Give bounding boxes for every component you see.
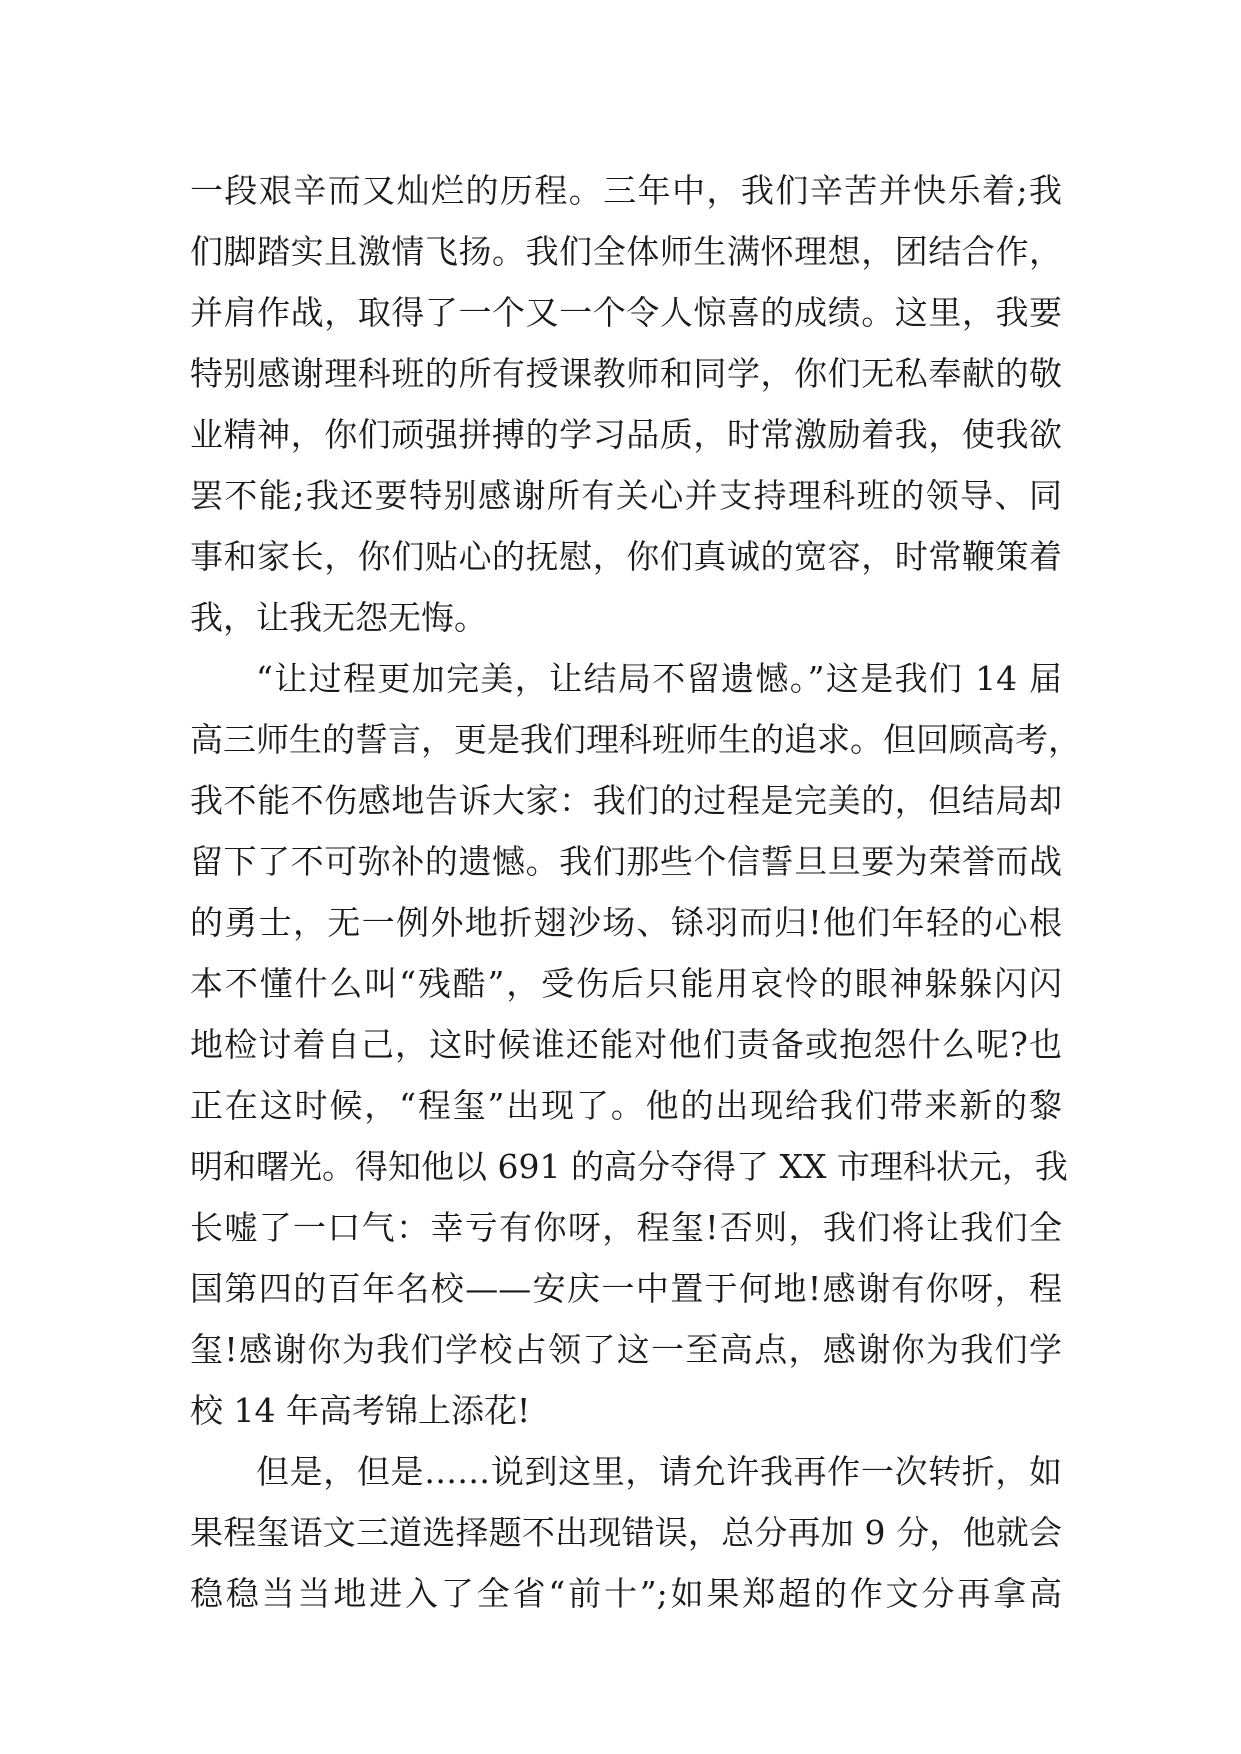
text-line: 一段艰辛而又灿烂的历程。三年中，我们辛苦并快乐着;我 — [190, 171, 1062, 210]
text-line: 们脚踏实且激情飞扬。我们全体师生满怀理想，团结合作， — [190, 232, 1062, 271]
text-line: 果程玺语文三道选择题不出现错误，总分再加 9 分，他就会 — [190, 1513, 1062, 1552]
text-line: 特别感谢理科班的所有授课教师和同学，你们无私奉献的敬 — [190, 354, 1062, 393]
text-line: 罢不能;我还要特别感谢所有关心并支持理科班的领导、同 — [190, 476, 1062, 515]
text-line: 稳稳当当地进入了全省“前十”;如果郑超的作文分再拿高 — [190, 1574, 1062, 1613]
text-line: 的勇士，无一例外地折翅沙场、铩羽而归!他们年轻的心根 — [190, 903, 1062, 942]
text-line: 事和家长，你们贴心的抚慰，你们真诚的宽容，时常鞭策着 — [190, 537, 1062, 576]
text-line: 业精神，你们顽强拼搏的学习品质，时常激励着我，使我欲 — [190, 415, 1062, 454]
text-line: 本不懂什么叫“残酷”，受伤后只能用哀怜的眼神躲躲闪闪 — [190, 964, 1062, 1003]
text-line: 正在这时候，“程玺”出现了。他的出现给我们带来新的黎 — [190, 1086, 1062, 1125]
text-line: 但是，但是……说到这里，请允许我再作一次转折，如 — [256, 1452, 1062, 1491]
text-line: “让过程更加完美，让结局不留遗憾。”这是我们 14 届 — [256, 659, 1062, 698]
paragraph-2 — [190, 648, 1081, 1441]
text-line: 高三师生的誓言，更是我们理科班师生的追求。但回顾高考， — [190, 720, 1081, 759]
text-line: 校 14 年高考锦上添花! — [190, 1391, 531, 1430]
text-line: 明和曙光。得知他以 691 的高分夺得了 XX 市理科状元，我 — [190, 1147, 1068, 1186]
text-line: 玺!感谢你为我们学校占领了这一至高点，感谢你为我们学 — [190, 1330, 1062, 1369]
body-text — [190, 160, 1081, 1624]
text-line: 长嘘了一口气：幸亏有你呀，程玺!否则，我们将让我们全 — [190, 1208, 1062, 1247]
text-line: 我，让我无怨无悔。 — [190, 598, 487, 637]
text-line: 地检讨着自己，这时候谁还能对他们责备或抱怨什么呢?也 — [190, 1025, 1062, 1064]
paragraph-1 — [190, 160, 1062, 648]
paragraph-3 — [190, 1441, 1062, 1624]
text-line: 留下了不可弥补的遗憾。我们那些个信誓旦旦要为荣誉而战 — [190, 842, 1062, 881]
text-line: 国第四的百年名校——安庆一中置于何地!感谢有你呀，程 — [190, 1269, 1062, 1308]
text-line: 我不能不伤感地告诉大家：我们的过程是完美的，但结局却 — [190, 781, 1062, 820]
text-line: 并肩作战，取得了一个又一个令人惊喜的成绩。这里，我要 — [190, 293, 1062, 332]
